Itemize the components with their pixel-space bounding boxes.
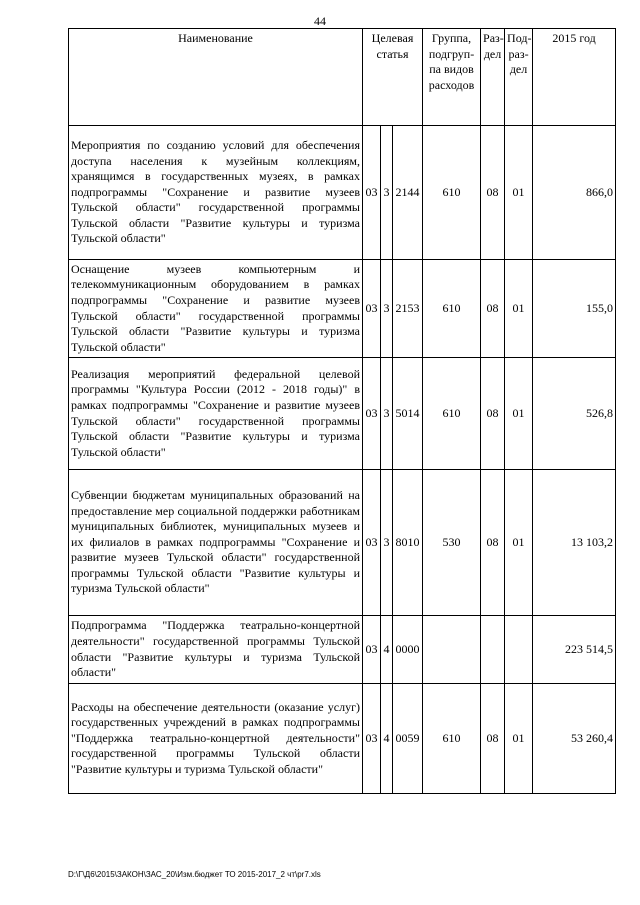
subsection-code: 01 xyxy=(505,260,533,358)
article-part-1: 03 xyxy=(363,684,381,794)
article-part-2: 3 xyxy=(381,470,393,616)
group-code: 610 xyxy=(423,358,481,470)
section-code: 08 xyxy=(481,684,505,794)
article-part-1: 03 xyxy=(363,260,381,358)
amount-value: 13 103,2 xyxy=(533,470,616,616)
subsection-code: 01 xyxy=(505,126,533,260)
article-part-2: 4 xyxy=(381,684,393,794)
article-part-3: 8010 xyxy=(393,470,423,616)
row-name: Субвенции бюджетам муниципальных образований на предоставление мер социальной поддержки работникам муниципальных библиотек, муниципальных музеев и их филиалов в рамках подпрограммы "Сохранение и развитие музеев Тульской области" государственной программы Тульской области "Развитие культуры и туризма Тульской области" xyxy=(69,470,363,616)
article-part-1: 03 xyxy=(363,616,381,684)
article-part-2: 3 xyxy=(381,260,393,358)
group-code xyxy=(423,616,481,684)
subsection-code: 01 xyxy=(505,358,533,470)
group-code: 610 xyxy=(423,260,481,358)
header-group: Группа, подгруп-па видов расходов xyxy=(423,29,481,126)
section-code: 08 xyxy=(481,470,505,616)
page-number: 44 xyxy=(314,14,326,28)
article-part-3: 5014 xyxy=(393,358,423,470)
amount-value: 155,0 xyxy=(533,260,616,358)
row-name: Оснащение музеев компьютерным и телекоммуникационным оборудованием в рамках подпрограммы "Сохранение и развитие музеев Тульской области" государственной программы Тульской области "Развитие культуры и туризма Тульской области" xyxy=(69,260,363,358)
subsection-code: 01 xyxy=(505,684,533,794)
article-part-1: 03 xyxy=(363,126,381,260)
article-part-1: 03 xyxy=(363,470,381,616)
section-code: 08 xyxy=(481,358,505,470)
table-row xyxy=(69,470,616,616)
header-row xyxy=(69,29,616,126)
header-year: 2015 год xyxy=(533,29,616,126)
budget-table xyxy=(68,28,616,794)
amount-value: 223 514,5 xyxy=(533,616,616,684)
article-part-1: 03 xyxy=(363,358,381,470)
subsection-code xyxy=(505,616,533,684)
article-part-3: 2153 xyxy=(393,260,423,358)
header-name: Наименование xyxy=(69,29,363,126)
article-part-2: 3 xyxy=(381,358,393,470)
subsection-code: 01 xyxy=(505,470,533,616)
amount-value: 866,0 xyxy=(533,126,616,260)
table-row xyxy=(69,616,616,684)
article-part-3: 0000 xyxy=(393,616,423,684)
row-name: Расходы на обеспечение деятельности (оказание услуг) государственных учреждений в рамках подпрограммы "Поддержка театрально-концертной деятельности" государственной программы Тульской области "Развитие культуры и туризма Тульской области" xyxy=(69,684,363,794)
article-part-3: 0059 xyxy=(393,684,423,794)
article-part-2: 4 xyxy=(381,616,393,684)
group-code: 610 xyxy=(423,126,481,260)
amount-value: 526,8 xyxy=(533,358,616,470)
row-name: Подпрограмма "Поддержка театрально-концертной деятельности" государственной программы Тульской области "Развитие культуры и туризма Тульской области" xyxy=(69,616,363,684)
header-target-article: Целевая статья xyxy=(363,29,423,126)
article-part-2: 3 xyxy=(381,126,393,260)
row-name: Реализация мероприятий федеральной целевой программы "Культура России (2012 - 2018 годы)" в рамках подпрограммы "Сохранение и развитие музеев Тульской области" государственной программы Тульской области "Развитие культуры и туризма Тульской области" xyxy=(69,358,363,470)
section-code: 08 xyxy=(481,260,505,358)
table-row xyxy=(69,358,616,470)
header-subsection: Под-раз-дел xyxy=(505,29,533,126)
row-name: Мероприятия по созданию условий для обеспечения доступа населения к музейным коллекциям, хранящимся в государственных музеях, в рамках подпрограммы "Сохранение и развитие музеев Тульской области" государственной программы Тульской области "Развитие культуры и туризма Тульской области" xyxy=(69,126,363,260)
file-path-footer: D:\Г\Д6\2015\ЗАКОН\ЗАС_20\Изм.бюджет ТО 2015-2017_2 чт\pr7.xls xyxy=(68,870,321,879)
section-code: 08 xyxy=(481,126,505,260)
article-part-3: 2144 xyxy=(393,126,423,260)
group-code: 610 xyxy=(423,684,481,794)
group-code: 530 xyxy=(423,470,481,616)
header-section: Раз-дел xyxy=(481,29,505,126)
section-code xyxy=(481,616,505,684)
table-row xyxy=(69,126,616,260)
table-row xyxy=(69,260,616,358)
table-row xyxy=(69,684,616,794)
amount-value: 53 260,4 xyxy=(533,684,616,794)
